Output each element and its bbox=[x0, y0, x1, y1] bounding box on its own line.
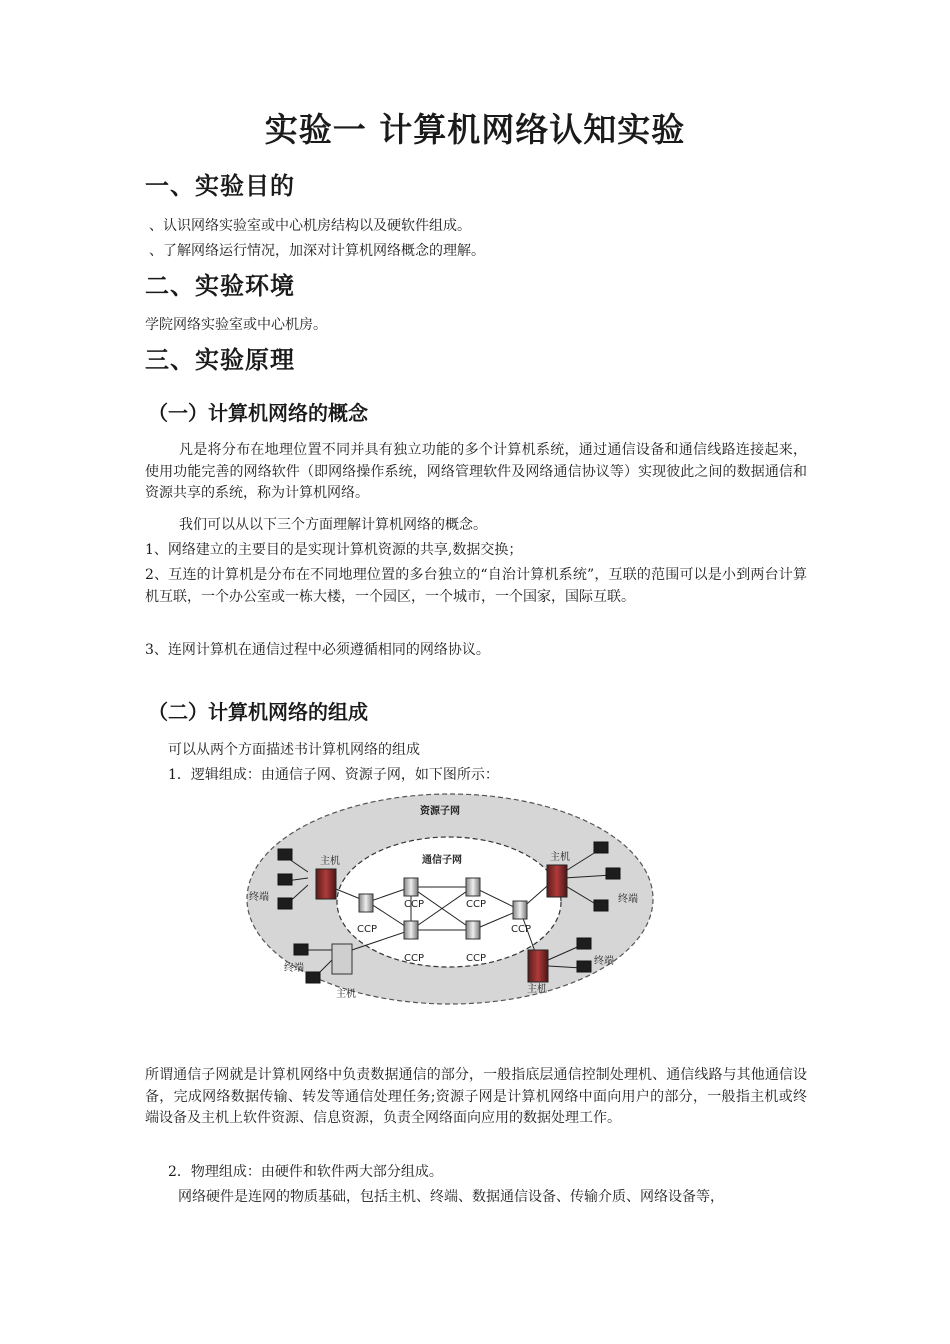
terminal-monitor-icon bbox=[278, 874, 292, 885]
ccp-label: CCP bbox=[466, 953, 486, 964]
host-server-icon bbox=[316, 869, 336, 899]
terminal-label: 终端 bbox=[249, 892, 269, 903]
ccp-label: CCP bbox=[404, 953, 424, 964]
section-heading-purpose: 一、实验目的 bbox=[145, 171, 295, 200]
terminal-monitor-icon bbox=[606, 868, 620, 879]
host-label: 主机 bbox=[336, 989, 356, 1000]
host-server-icon bbox=[332, 944, 352, 974]
concept-paragraph: 凡是将分布在地理位置不同并具有独立功能的多个计算机系统，通过通信设备和通信线路连接起来，使用功能完善的网络软件（即网络操作系统，网络管理软件及网络通信协议等）实现彼此之间的数据通信和资源共享的系统，称为计算机网络。 bbox=[145, 442, 807, 501]
network-topology-diagram bbox=[244, 790, 656, 1008]
concept-item-2: 2、互连的计算机是分布在不同地理位置的多台独立的“自治计算机系统”，互联的范围可以是小到两台计算机互联，一个办公室或一栋大楼，一个园区，一个城市，一个国家，国际互联。 bbox=[145, 567, 807, 605]
communication-subnet-label: 通信子网 bbox=[422, 855, 462, 866]
concept-intro: 我们可以从以下三个方面理解计算机网络的概念。 bbox=[179, 517, 487, 533]
ccp-router-icon bbox=[466, 878, 480, 896]
physical-composition: 2．物理组成：由硬件和软件两大部分组成。 bbox=[168, 1164, 443, 1180]
page-title: 实验一 计算机网络认知实验 bbox=[264, 110, 686, 149]
environment-text: 学院网络实验室或中心机房。 bbox=[145, 317, 327, 333]
terminal-monitor-icon bbox=[278, 898, 292, 909]
ccp-router-icon bbox=[404, 878, 418, 896]
subnet-explanation: 所谓通信子网就是计算机网络中负责数据通信的部分，一般指底层通信控制处理机、通信线路与其他通信设备，完成网络数据传输、转发等通信处理任务;资源子网是计算机网络中面向用户的部分，一般指主机或终端设备及主机上软件资源、信息资源，负责全网络面向应用的数据处理工作。 bbox=[145, 1067, 807, 1126]
subheading-composition: （二）计算机网络的组成 bbox=[148, 700, 368, 724]
host-label: 主机 bbox=[527, 984, 547, 995]
terminal-label: 终端 bbox=[284, 963, 304, 974]
purpose-item-1: 、认识网络实验室或中心机房结构以及硬软件组成。 bbox=[149, 218, 471, 234]
composition-intro: 可以从两个方面描述书计算机网络的组成 bbox=[168, 742, 420, 758]
terminal-label: 终端 bbox=[594, 956, 614, 967]
ccp-label: CCP bbox=[357, 924, 377, 935]
ccp-router-icon bbox=[513, 901, 527, 919]
ccp-label: CCP bbox=[466, 899, 486, 910]
host-server-icon bbox=[528, 950, 548, 982]
concept-item-1: 1、网络建立的主要目的是实现计算机资源的共享,数据交换； bbox=[145, 542, 523, 558]
ccp-router-icon bbox=[466, 921, 480, 939]
terminal-monitor-icon bbox=[294, 944, 308, 955]
resource-subnet-label: 资源子网 bbox=[420, 806, 460, 817]
terminal-monitor-icon bbox=[306, 972, 320, 983]
purpose-item-2: 、了解网络运行情况，加深对计算机网络概念的理解。 bbox=[149, 243, 485, 259]
host-label: 主机 bbox=[320, 856, 340, 867]
host-server-icon bbox=[547, 865, 567, 897]
ccp-label: CCP bbox=[404, 899, 424, 910]
terminal-monitor-icon bbox=[278, 849, 292, 860]
terminal-label: 终端 bbox=[618, 894, 638, 905]
terminal-monitor-icon bbox=[594, 900, 608, 911]
ccp-label: CCP bbox=[511, 924, 531, 935]
logical-composition: 1．逻辑组成：由通信子网、资源子网，如下图所示： bbox=[168, 767, 499, 783]
ccp-router-icon bbox=[359, 894, 373, 912]
ccp-router-icon bbox=[404, 921, 418, 939]
section-heading-principle: 三、实验原理 bbox=[145, 345, 295, 374]
host-label: 主机 bbox=[550, 852, 570, 863]
hardware-description: 网络硬件是连网的物质基础，包括主机、终端、数据通信设备、传输介质、网络设备等， bbox=[178, 1189, 724, 1205]
concept-item-3: 3、连网计算机在通信过程中必须遵循相同的网络协议。 bbox=[145, 642, 490, 658]
terminal-monitor-icon bbox=[577, 961, 591, 972]
subheading-concept: （一）计算机网络的概念 bbox=[148, 401, 368, 425]
section-heading-environment: 二、实验环境 bbox=[145, 271, 295, 300]
terminal-monitor-icon bbox=[594, 842, 608, 853]
terminal-monitor-icon bbox=[577, 938, 591, 949]
